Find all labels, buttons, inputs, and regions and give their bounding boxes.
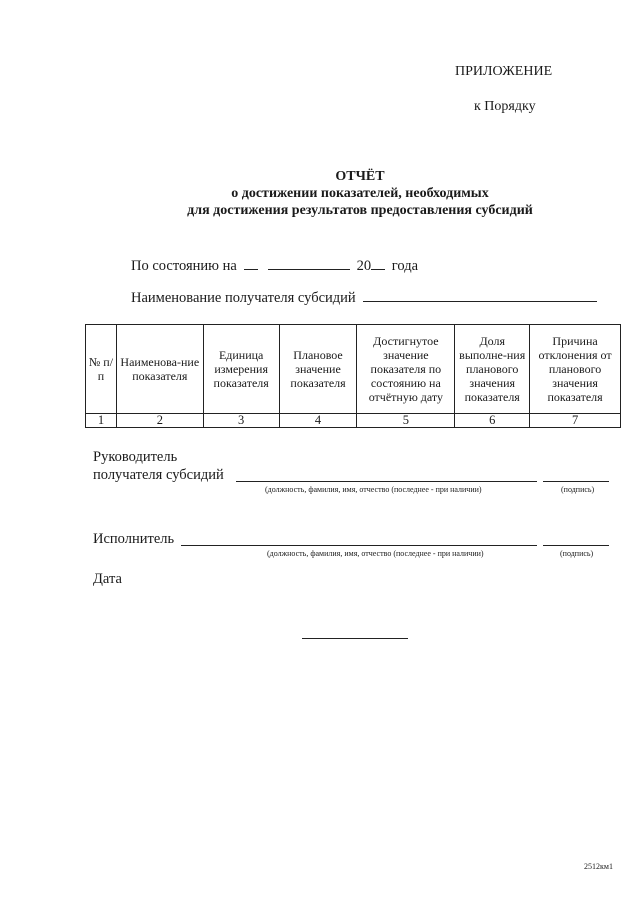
recipient-label: Наименование получателя субсидий <box>131 290 356 306</box>
column-number: 7 <box>530 414 621 428</box>
indicators-table <box>85 324 621 428</box>
head-position-caption: (должность, фамилия, имя, отчество (последнее - при наличии) <box>265 485 482 494</box>
table-header-row <box>86 325 621 414</box>
report-title-line-1: ОТЧЁТ <box>335 169 385 184</box>
header-number: № п/п <box>86 325 117 414</box>
column-number: 6 <box>455 414 530 428</box>
executor-label: Исполнитель <box>93 531 175 547</box>
appendix-title: ПРИЛОЖЕНИЕ <box>455 64 553 79</box>
as-of-label: По состоянию на <box>131 258 237 274</box>
head-label-line-2: получателя субсидий <box>93 467 224 483</box>
report-title-line-2: о достижении показателей, необходимых <box>231 186 489 201</box>
appendix-subtitle: к Порядку <box>474 99 536 114</box>
column-number: 3 <box>203 414 279 428</box>
year-suffix: года <box>391 258 419 274</box>
executor-signature-field[interactable] <box>543 545 609 546</box>
year-field[interactable] <box>371 257 385 270</box>
header-deviation-reason: Причина отклонения от планового значения показателя <box>530 325 621 414</box>
as-of-date-row <box>131 257 418 275</box>
column-number: 4 <box>279 414 357 428</box>
date-label: Дата <box>93 571 122 587</box>
column-number: 2 <box>116 414 203 428</box>
head-label <box>93 448 224 484</box>
year-prefix: 20 <box>356 258 372 274</box>
header-indicator-name: Наименова-ние показателя <box>116 325 203 414</box>
table-number-row <box>86 414 621 428</box>
column-number: 5 <box>357 414 455 428</box>
recipient-field[interactable] <box>363 289 597 302</box>
executor-position-caption: (должность, фамилия, имя, отчество (последнее - при наличии) <box>267 549 484 558</box>
head-signature-field[interactable] <box>543 481 609 482</box>
report-title-line-3: для достижения результатов предоставления субсидий <box>187 203 533 218</box>
header-unit: Единица измерения показателя <box>203 325 279 414</box>
head-signature-caption: (подпись) <box>561 485 595 494</box>
recipient-row <box>131 289 597 307</box>
header-completion-share: Доля выполне-ния планового значения показателя <box>455 325 530 414</box>
column-number: 1 <box>86 414 117 428</box>
report-title <box>100 168 620 219</box>
head-position-field[interactable] <box>236 481 537 482</box>
closing-separator <box>302 638 408 639</box>
executor-signature-caption: (подпись) <box>560 549 594 558</box>
header-planned-value: Плановое значение показателя <box>279 325 357 414</box>
day-field[interactable] <box>244 257 258 270</box>
header-achieved-value: Достигнутое значение показателя по состоянию на отчётную дату <box>357 325 455 414</box>
month-field[interactable] <box>268 257 350 270</box>
document-code: 2512км1 <box>584 862 613 871</box>
head-label-line-1: Руководитель <box>93 449 178 465</box>
executor-position-field[interactable] <box>181 545 537 546</box>
